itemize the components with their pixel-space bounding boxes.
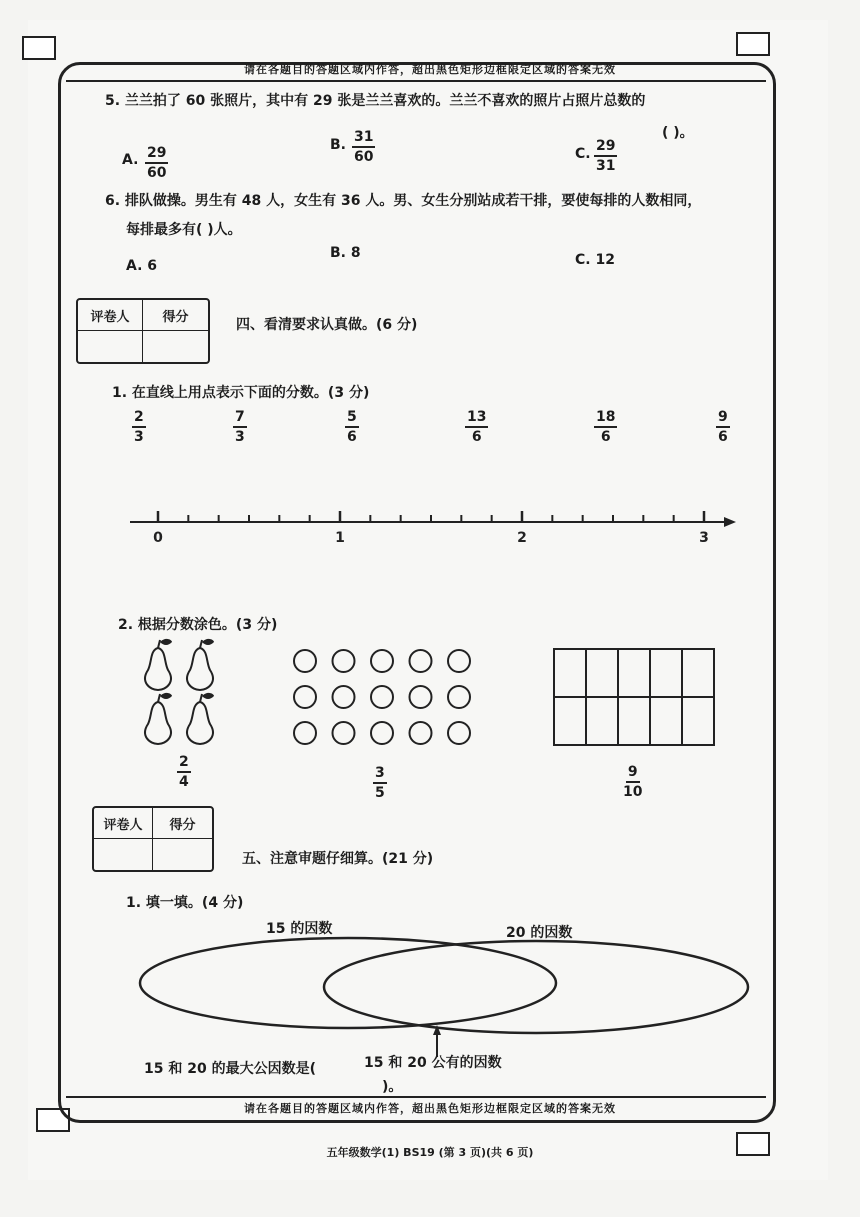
target-fraction-denominator: 6 — [718, 429, 728, 445]
pear-group[interactable] — [140, 640, 230, 750]
shading-circle[interactable] — [448, 722, 470, 744]
grid-fraction-numerator: 9 — [626, 763, 640, 783]
gcd-answer-close[interactable]: )。 — [382, 1079, 403, 1095]
venn-left-ellipse[interactable] — [140, 938, 556, 1028]
q5-option-a-denominator: 60 — [147, 165, 167, 181]
target-fraction — [345, 408, 359, 446]
q6-option-b-value: 8 — [350, 245, 361, 261]
q5-option-c-denominator: 31 — [596, 158, 616, 174]
shading-circle[interactable] — [371, 650, 393, 672]
target-fraction-numerator: 13 — [465, 408, 488, 428]
shading-grid-cell[interactable] — [618, 649, 650, 697]
score-field[interactable] — [143, 331, 208, 362]
pear-fraction-numerator: 2 — [177, 753, 191, 773]
number-line-label: 3 — [699, 530, 709, 546]
target-fraction-numerator: 2 — [132, 408, 146, 428]
shading-grid-cell[interactable] — [650, 649, 682, 697]
s5-q1-text: 1. 填一填。(4 分) — [126, 895, 244, 911]
score-label: 得分 — [153, 808, 212, 839]
shading-circle[interactable] — [333, 722, 355, 744]
shading-grid-cell[interactable] — [554, 649, 586, 697]
corner-mark-top-left — [22, 36, 56, 60]
target-fraction — [716, 408, 730, 446]
grader-label: 评卷人 — [78, 300, 143, 331]
score-field[interactable] — [153, 839, 212, 870]
shading-grid-cell[interactable] — [586, 697, 618, 745]
circle-fraction-numerator: 3 — [373, 764, 387, 784]
target-fraction-numerator: 9 — [716, 408, 730, 428]
q5-answer-blank[interactable]: ( )。 — [662, 125, 694, 141]
target-fraction-numerator: 5 — [345, 408, 359, 428]
q6-text-line2[interactable]: 每排最多有( )人。 — [126, 222, 242, 238]
shading-circle[interactable] — [448, 650, 470, 672]
q5-option-c-fraction — [594, 137, 617, 175]
grader-label: 评卷人 — [94, 808, 153, 839]
target-fraction — [594, 408, 617, 446]
score-box-section5 — [92, 806, 214, 872]
page-footer: 五年级数学(1) BS19 (第 3 页)(共 6 页) — [326, 1146, 534, 1159]
circle-fraction — [373, 764, 387, 802]
header-note: 请在各题目的答题区域内作答，超出黑色矩形边框限定区域的答案无效 — [244, 63, 616, 76]
pear-icon[interactable] — [187, 693, 214, 744]
shading-grid-cell[interactable] — [554, 697, 586, 745]
shading-circle[interactable] — [294, 722, 316, 744]
shading-circle[interactable] — [333, 686, 355, 708]
pear-icon[interactable] — [145, 693, 172, 744]
grid-fraction-denominator: 10 — [623, 784, 643, 800]
q5-option-b-numerator: 31 — [352, 128, 375, 148]
q6-text-line1: 6. 排队做操。男生有 48 人，女生有 36 人。男、女生分别站成若干排，要使每排的人数相同， — [105, 193, 702, 209]
gcd-question: 15 和 20 的最大公因数是( — [144, 1061, 316, 1077]
q6-option-a-label: A. — [126, 258, 143, 274]
target-fraction-denominator: 3 — [235, 429, 245, 445]
pear-icon[interactable] — [145, 639, 172, 690]
q6-option-b[interactable] — [330, 245, 361, 261]
shading-circle[interactable] — [333, 650, 355, 672]
circle-fraction-denominator: 5 — [375, 785, 385, 801]
q5-option-b-label[interactable]: B. — [330, 137, 346, 153]
pear-fraction — [177, 753, 191, 791]
shading-grid-cell[interactable] — [618, 697, 650, 745]
shading-grid-cell[interactable] — [586, 649, 618, 697]
grader-field[interactable] — [94, 839, 153, 870]
target-fraction-denominator: 3 — [134, 429, 144, 445]
q5-option-a-label[interactable]: A. — [122, 152, 139, 168]
grid-fraction — [621, 763, 644, 801]
shading-circle[interactable] — [371, 722, 393, 744]
number-line-label: 2 — [517, 530, 527, 546]
target-fraction-numerator: 18 — [594, 408, 617, 428]
venn-left-label: 15 的因数 — [266, 921, 333, 937]
venn-right-label: 20 的因数 — [506, 925, 573, 941]
s4-q1-text: 1. 在直线上用点表示下面的分数。(3 分) — [112, 385, 370, 401]
circle-group[interactable] — [290, 645, 480, 755]
header-rule — [66, 80, 766, 82]
number-line-label: 0 — [153, 530, 163, 546]
footer-rule — [66, 1096, 766, 1098]
target-fraction-numerator: 7 — [233, 408, 247, 428]
shading-grid-cell[interactable] — [682, 649, 714, 697]
venn-common-label: 15 和 20 公有的因数 — [364, 1055, 502, 1071]
target-fraction-denominator: 6 — [471, 429, 482, 445]
target-fraction — [233, 408, 247, 446]
score-label: 得分 — [143, 300, 208, 331]
shading-circle[interactable] — [410, 686, 432, 708]
q6-option-a-value: 6 — [147, 258, 158, 274]
pear-icon[interactable] — [187, 639, 214, 690]
shading-circle[interactable] — [294, 686, 316, 708]
number-line-arrow — [724, 517, 736, 527]
q6-option-c-value: 12 — [595, 252, 615, 268]
shading-circle[interactable] — [410, 722, 432, 744]
shading-grid-cell[interactable] — [650, 697, 682, 745]
shading-circle[interactable] — [410, 650, 432, 672]
target-fraction-denominator: 6 — [347, 429, 357, 445]
q6-option-a[interactable] — [126, 258, 157, 274]
q5-option-b-fraction — [352, 128, 375, 166]
target-fraction-denominator: 6 — [600, 429, 611, 445]
corner-mark-top-right — [736, 32, 770, 56]
q5-option-c-numerator: 29 — [594, 137, 617, 157]
shading-circle[interactable] — [448, 686, 470, 708]
number-line[interactable] — [130, 500, 750, 560]
q5-option-a-numerator: 29 — [145, 144, 168, 164]
s4-q2-text: 2. 根据分数涂色。(3 分) — [118, 617, 278, 633]
number-line-label: 1 — [335, 530, 345, 546]
score-box-section4 — [76, 298, 210, 364]
q6-option-b-label: B. — [330, 245, 346, 261]
venn-diagram[interactable] — [138, 925, 758, 1045]
section5-title: 五、注意审题仔细算。(21 分) — [242, 851, 434, 867]
q6-option-c[interactable] — [575, 252, 615, 268]
section4-title: 四、看清要求认真做。(6 分) — [236, 317, 418, 333]
q5-option-c-label[interactable]: C. — [575, 146, 591, 162]
target-fraction — [465, 408, 488, 446]
shading-grid-cell[interactable] — [682, 697, 714, 745]
q5-text: 5. 兰兰拍了 60 张照片，其中有 29 张是兰兰喜欢的。兰兰不喜欢的照片占照片总数的 — [105, 93, 646, 109]
q6-option-c-label: C. — [575, 252, 591, 268]
shading-circle[interactable] — [294, 650, 316, 672]
venn-right-ellipse[interactable] — [324, 941, 748, 1033]
footer-note: 请在各题目的答题区域内作答，超出黑色矩形边框限定区域的答案无效 — [244, 1102, 616, 1115]
shading-grid[interactable] — [553, 648, 718, 748]
q5-option-a-fraction — [145, 144, 168, 182]
pear-fraction-denominator: 4 — [179, 774, 189, 790]
shading-circle[interactable] — [371, 686, 393, 708]
grader-field[interactable] — [78, 331, 143, 362]
target-fraction — [132, 408, 146, 446]
q5-option-b-denominator: 60 — [354, 149, 374, 165]
